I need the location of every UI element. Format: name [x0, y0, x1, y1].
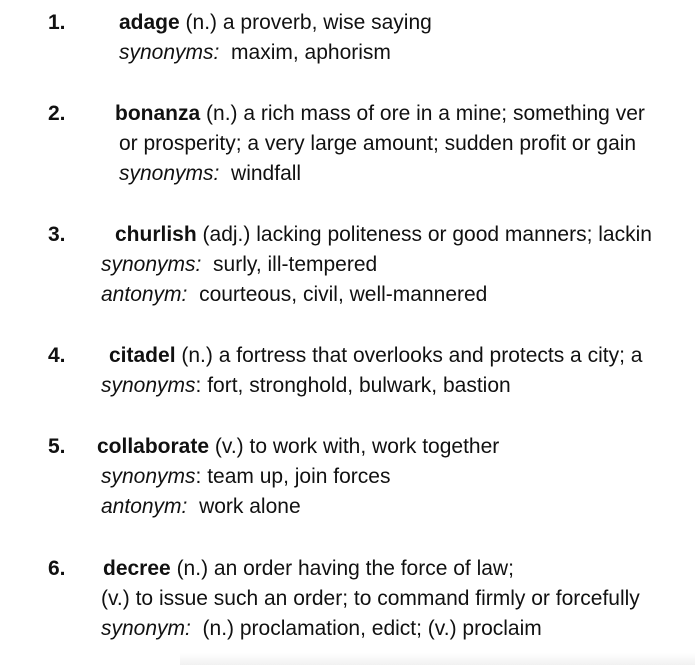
entry-term: citadel: [109, 344, 176, 367]
synonyms-text: : team up, join forces: [195, 465, 391, 488]
entry-headline: [103, 554, 514, 584]
entry-number: 1.: [48, 11, 66, 34]
entry-term: bonanza: [115, 102, 201, 125]
entry-pos: (v.): [214, 435, 244, 458]
entry-number: 6.: [48, 557, 66, 580]
entry-definition: an order having the force of law;: [213, 557, 514, 580]
synonyms-line: [119, 159, 301, 189]
entry-number: 3.: [48, 223, 66, 246]
entry-term: churlish: [115, 223, 197, 246]
entry-definition: a rich mass of ore in a mine; something ver: [243, 102, 645, 125]
synonyms-line: [101, 371, 511, 401]
antonym-line: [101, 280, 487, 310]
synonyms-text: (n.) proclamation, edict; (v.) proclaim: [202, 617, 542, 640]
synonyms-line: [101, 614, 542, 644]
antonym-text: work alone: [199, 495, 301, 518]
entry-number: 4.: [48, 344, 66, 367]
entry-pos: (adj.): [202, 223, 251, 246]
entry-definition: a proverb, wise saying: [222, 11, 432, 34]
entry-number: 2.: [48, 102, 66, 125]
synonyms-label: synonyms:: [119, 41, 220, 64]
entry-definition-continued: or prosperity; a very large amount; sudden profit or gain: [119, 132, 637, 155]
synonyms-line: [101, 250, 377, 280]
entry-headline: [109, 341, 642, 371]
antonym-label: antonym:: [101, 283, 188, 306]
synonyms-text: surly, ill-tempered: [213, 253, 378, 276]
entry-definition: a fortress that overlooks and protects a city; a: [218, 344, 643, 367]
entry-pos: (n.): [176, 557, 209, 580]
synonyms-label: synonyms:: [101, 253, 202, 276]
synonyms-label: synonyms: [101, 374, 196, 397]
entry-pos: (n.): [181, 344, 213, 367]
entry-headline: [119, 8, 432, 38]
entry-term: decree: [103, 557, 171, 580]
synonyms-label: synonym:: [101, 617, 191, 640]
entry-term: collaborate: [97, 435, 210, 458]
antonym-text: courteous, civil, well-mannered: [199, 283, 488, 306]
entry-number: 5.: [48, 435, 66, 458]
entry-headline: [115, 99, 645, 129]
synonyms-line: [101, 462, 390, 492]
entry-pos: (n.): [206, 102, 238, 125]
antonym-label: antonym:: [101, 495, 188, 518]
entry-pos: (n.): [185, 11, 218, 34]
entry-definition: to work with, work together: [249, 435, 500, 458]
bottom-shadow: [180, 653, 695, 665]
entry-term: adage: [119, 11, 180, 34]
synonyms-text: windfall: [231, 162, 302, 185]
synonyms-text: : fort, stronghold, bulwark, bastion: [195, 374, 511, 397]
synonyms-label: synonyms: [101, 465, 196, 488]
synonyms-label: synonyms:: [119, 162, 220, 185]
entry-headline: [97, 432, 499, 462]
synonyms-line: [119, 38, 391, 68]
entry-definition: lacking politeness or good manners; lackin: [256, 223, 652, 246]
antonym-line: [101, 492, 301, 522]
entry-definition-continued: (v.) to issue such an order; to command firmly or forcefully: [101, 587, 640, 610]
entry-headline: [115, 220, 652, 250]
synonyms-text: maxim, aphorism: [231, 41, 391, 64]
